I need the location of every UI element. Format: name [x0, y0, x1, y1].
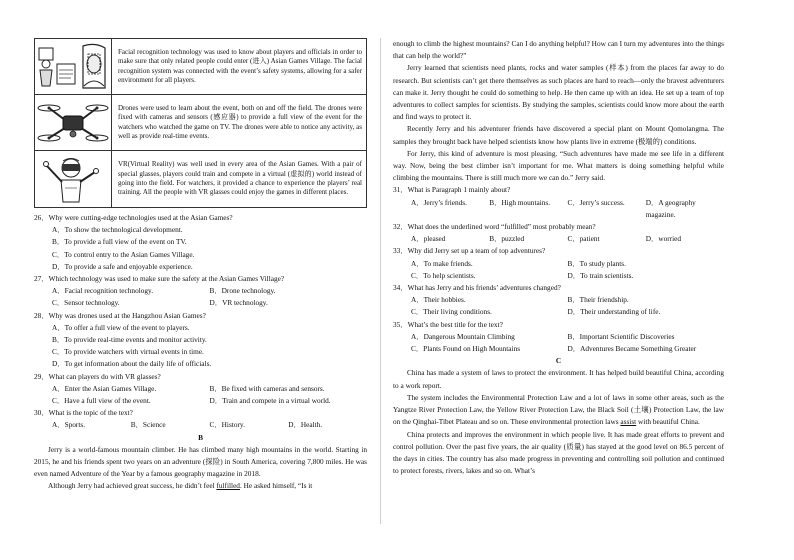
- answer-option: D．Train and compete in a virtual world.: [209, 396, 331, 406]
- right-question-list: [393, 184, 724, 355]
- answer-option: C．To provide watchers with virtual events in time.: [52, 347, 204, 357]
- answer-option: C．Plants Found on High Mountains: [411, 344, 521, 354]
- question-text: 35．What’s the best title for the text?: [393, 319, 503, 329]
- drone-text: Drones were used to learn about the event, both on and off the field. The drones were fixed with cameras and sensors (感应器) to provide a full view of the event for the watchers who watched the game on TV. The drones were able to notice any activity, as well as provide real-time events.: [112, 95, 367, 151]
- drone-illustration: [35, 95, 112, 151]
- answer-option: C．To help scientists.: [411, 270, 476, 280]
- technology-table: [34, 38, 367, 208]
- answer-option: D．VR technology.: [209, 298, 268, 308]
- paragraph-text: The system includes the Environmental Protection Law and a lot of laws in some other areas, such as the Yangtze River Protection Law, the Yellow River Protection Law, the Black Soil (土壤) Protection Law, the law on the Qinghai-Tibet Plateau and so on. These environmental protection laws: [393, 392, 724, 427]
- answer-option: D．Adventures Became Something Greater: [567, 344, 697, 354]
- paragraph-text: with beautiful China.: [636, 417, 700, 427]
- answer-option: A．Sports.: [52, 420, 86, 430]
- answer-option: D．worried: [645, 234, 682, 244]
- passage-c-paragraph-2: [393, 392, 724, 429]
- passage-b-paragraph-4: Recently Jerry and his adventurer friends have discovered a special plant on Mount Qomolangma. The samples they brought back have helped scientists know how plants live in extreme (极端的) conditions.: [393, 124, 724, 146]
- answer-option: D．To provide a safe and enjoyable experience.: [52, 261, 193, 271]
- passage-b-paragraph-2: [34, 480, 367, 492]
- answer-option: A．To make friends.: [411, 258, 473, 268]
- answer-option: D．Health.: [288, 420, 323, 430]
- answer-option: C．Have a full view of the event.: [52, 396, 151, 406]
- question-text: 26．Why were cutting-edge technologies used at the Asian Games?: [34, 213, 233, 222]
- table-row: [35, 39, 367, 95]
- answer-option: B．Be fixed with cameras and sensors.: [209, 383, 325, 393]
- right-column: [393, 38, 724, 477]
- answer-option: A．Facial recognition technology.: [52, 286, 154, 296]
- answer-option: B．Important Scientific Discoveries: [567, 331, 675, 341]
- face-recognition-illustration: [35, 39, 112, 95]
- answer-option: D．To train scientists.: [567, 270, 634, 280]
- underlined-word: assist: [620, 417, 637, 427]
- answer-option: C．To control entry to the Asian Games Village.: [52, 249, 195, 259]
- passage-c-paragraph-3: China protects and improves the environment in which people live. It has made great efforts to prevent and control pollution. Over the past five years, the air quality (质量) has stayed at the good level on 86.5 percent of the days in cities. The country has also made progress in preventing and controlling soil pollution and continued to protect forests, rivers, lakes and so on. What’s: [393, 429, 724, 476]
- passage-c-paragraph-1: China has made a system of laws to protect the environment. It has helped build beautiful China, according to a work report.: [393, 368, 724, 390]
- section-b-letter: B: [198, 432, 203, 442]
- passage-b-paragraph-3: Jerry learned that scientists need plants, rocks and water samples (样本) from the places far away to do research. But scientists can’t get there themselves as such places are hard to reach—only the bravest adventurers can make it. Jerry thought he could do something to help. He then came up with an idea. He set up a team of top adventures to collect samples for scientists. By studying the samples, scientists could know more about the earth and find ways to protect it.: [393, 63, 724, 122]
- question-text: 32．What does the underlined word “fulfilled” most probably mean?: [393, 222, 596, 232]
- column-divider: [380, 38, 381, 524]
- paragraph-text: . He asked himself, “Is it: [239, 481, 313, 491]
- answer-option: A．pleased: [411, 234, 446, 244]
- question-text: 34．What has Jerry and his friends’ adventures changed?: [393, 283, 561, 293]
- passage-b-paragraph-1: Jerry is a world-famous mountain climber. He has climbed many high mountains in the world. Starting in 2015, he and his friends spent two years on an adventure (探险) in South America, covering 7,800 miles. He was even named Adventure of the Year by a famous geography magazine in 2018.: [34, 444, 367, 479]
- left-column: [34, 38, 367, 493]
- question-text: 33．Why did Jerry set up a team of top adventures?: [393, 246, 546, 256]
- question-text: 30．What is the topic of the text?: [34, 408, 133, 418]
- section-c-letter: C: [555, 356, 562, 366]
- answer-option: B．puzzled: [489, 234, 525, 244]
- answer-option: B．To provide a full view of the event on TV.: [52, 237, 187, 247]
- answer-option: C．patient: [567, 234, 600, 244]
- question-text: 27．Which technology was used to make sure the safety at the Asian Games Village?: [34, 274, 285, 284]
- table-row: [35, 95, 367, 151]
- answer-option: B．Drone technology.: [209, 286, 276, 296]
- answer-option: A．Dangerous Mountain Climbing: [411, 331, 515, 341]
- passage-b-paragraph-5: For Jerry, this kind of adventure is most pleasing. “Such adventures have made me see life in a different way. Now, being the best climber isn’t important for me. What matters is doing something helpful while climbing the mountains. There is still much more we can do.” Jerry said.: [393, 148, 724, 183]
- underlined-word: fulfilled: [216, 481, 240, 491]
- left-question-list: [34, 212, 367, 432]
- answer-option: D．A geography magazine.: [645, 197, 696, 219]
- answer-option: B．Science: [130, 420, 166, 430]
- answer-option: C．History.: [209, 420, 245, 430]
- face-recognition-text: Facial recognition technology was used to know about players and officials in order to make sure that only related people could enter (进入) Asian Games Village. The facial recognition system was connected with the event’s safety systems, allowing for a safer environment for all players.: [112, 39, 367, 95]
- question-text: 29．What can players do with VR glasses?: [34, 371, 161, 381]
- answer-option: A．To offer a full view of the event to players.: [52, 322, 190, 332]
- question-text: 28．Why was drones used at the Hangzhou Asian Games?: [34, 310, 206, 320]
- table-row: [35, 151, 367, 208]
- answer-option: C．Their living conditions.: [411, 307, 492, 317]
- answer-option: A．Their hobbies.: [411, 295, 466, 305]
- answer-option: B．Their friendship.: [567, 295, 629, 305]
- paragraph-text: Although Jerry had achieved great success, he didn’t feel: [48, 481, 217, 491]
- answer-option: D．Their understanding of life.: [567, 307, 661, 317]
- answer-option: B．High mountains.: [489, 197, 551, 207]
- vr-text: VR(Virtual Reality) was well used in every area of the Asian Games. With a pair of special glasses, players could train and compete in a virtual (虚拟的) world instead of going into the field. For watchers, it provided a chance to experience the players’ real training. All the people with VR glasses could enjoy the games in different places.: [112, 151, 367, 208]
- answer-option: C．Jerry’s success.: [567, 197, 625, 207]
- answer-option: A．Jerry’s friends.: [411, 197, 467, 207]
- question-text: 31．What is Paragraph 1 mainly about?: [393, 185, 511, 195]
- answer-option: B．To provide real-time events and monitor activity.: [52, 335, 207, 345]
- answer-option: C．Sensor technology.: [52, 298, 120, 308]
- answer-option: A．Enter the Asian Games Village.: [52, 383, 157, 393]
- answer-option: B．To study plants.: [567, 258, 626, 268]
- answer-option: D．To get information about the daily life of officials.: [52, 359, 212, 369]
- passage-b-paragraph-2-continued: enough to climb the highest mountains? Can I do anything helpful? How can I turn my adventures into the things that can help the world?”: [393, 39, 724, 61]
- vr-glasses-illustration: [35, 151, 112, 208]
- answer-option: A．To show the technological development.: [52, 225, 183, 235]
